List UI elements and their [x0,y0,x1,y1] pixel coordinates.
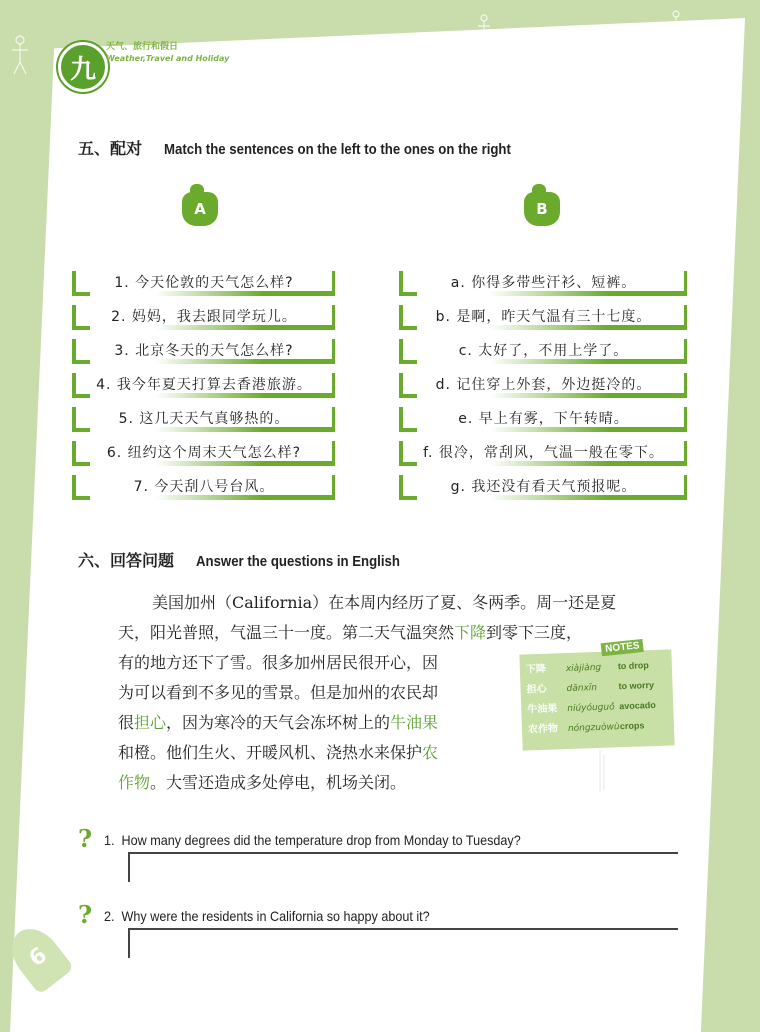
question-number: 2. [104,908,115,924]
section-6-heading [78,548,428,571]
question-1 [104,832,521,848]
left-item[interactable]: 7. 今天刮八号台风。 [72,475,335,497]
passage-text: 和橙。他们生火、开暖风机、浇热水来保护 [118,743,423,762]
right-item[interactable]: d. 记住穿上外套，外边挺冷的。 [399,373,687,395]
passage-text: 很 [118,713,135,732]
vocab-highlight: 担心 [134,713,167,732]
note-pinyin: niúyóuguǒ [567,702,615,715]
passage-text: 有的地方还下了雪。很多加州居民很开心，因 [118,653,439,672]
note-word: 牛油果 [527,703,558,716]
question-mark-icon: ? [78,900,93,929]
answer-field-2[interactable] [128,928,678,958]
page-number: 6 [24,942,52,972]
vocab-highlight: 牛油果 [390,713,439,732]
left-item[interactable]: 6. 纽约这个周末天气怎么样? [72,441,335,463]
notes-label: NOTES [600,639,644,656]
note-meaning: avocado [619,699,656,712]
vocabulary-notes [519,640,674,750]
column-a-hand-icon [182,192,218,226]
question-text: Why were the residents in California so happy about it? [121,908,430,924]
section-5-title-en: Match the sentences on the left to the ones on the right [164,141,511,158]
left-item[interactable]: 3. 北京冬天的天气怎么样? [72,339,335,361]
passage-line [118,588,693,618]
note-word: 下降 [525,663,547,676]
left-item[interactable]: 1. 今天伦敦的天气怎么样? [72,271,335,293]
chapter-number: 九 [69,54,96,85]
question-number: 1. [104,832,115,848]
question-mark-icon: ? [78,824,93,853]
passage-text: 。大雪还造成多处停电，机场关闭。 [150,773,407,792]
question-text: How many degrees did the temperature drop from Monday to Tuesday? [121,832,521,848]
section-5-heading [78,136,558,159]
right-item[interactable]: b. 是啊，昨天气温有三十七度。 [399,305,687,327]
column-b-label: B [536,200,548,218]
chapter-subtitle: Weather,Travel and Holiday [106,54,230,63]
note-meaning: to worry [618,680,655,692]
note-word: 担心 [526,683,547,696]
question-2 [104,908,430,924]
note-pinyin: xiàjiàng [565,662,602,675]
note-entry [522,715,675,740]
note-pinyin: dānxīn [566,682,598,695]
left-item[interactable]: 4. 我今年夏天打算去香港旅游。 [72,373,335,395]
passage-text: ，因为寒冷的天气会冻坏树上的 [166,713,391,732]
vocab-highlight: 作物 [118,773,151,792]
note-meaning: to drop [617,660,649,672]
passage-line [118,768,693,798]
vocab-highlight: 下降 [454,623,487,642]
right-item[interactable]: a. 你得多带些汗衫、短裤。 [399,271,687,293]
right-item[interactable]: f. 很冷，常刮风，气温一般在零下。 [399,441,687,463]
section-6-title-en: Answer the questions in English [196,553,400,570]
section-6-title-zh: 六、回答问题 [78,551,175,570]
note-word: 农作物 [527,723,559,736]
chapter-number-badge [58,42,108,92]
passage-text: 美国加州（California）在本周内经历了夏、冬两季。周一还是夏 [152,593,617,612]
left-item[interactable]: 2. 妈妈，我去跟同学玩儿。 [72,305,335,327]
note-pinyin: nóngzuòwù [567,722,620,735]
passage-text: 天，阳光普照，气温三十一度。第二天气温突然 [118,623,455,642]
note-meaning: crops [619,720,645,732]
passage-text: 为可以看到不多见的雪景。但是加州的农民却 [118,683,439,702]
left-item[interactable]: 5. 这几天天气真够热的。 [72,407,335,429]
column-b-hand-icon [524,192,560,226]
right-item[interactable]: g. 我还没有看天气预报呢。 [399,475,687,497]
answer-field-1[interactable] [128,852,678,882]
section-5-title-zh: 五、配对 [78,139,143,158]
column-a-label: A [194,200,206,218]
right-item[interactable]: c. 太好了，不用上学了。 [399,339,687,361]
vocab-highlight: 农 [422,743,439,762]
right-item[interactable]: e. 早上有雾，下午转晴。 [399,407,687,429]
chapter-title: 天气、旅行和假日 [106,42,179,52]
passage-text: 到零下三度， [486,623,583,642]
